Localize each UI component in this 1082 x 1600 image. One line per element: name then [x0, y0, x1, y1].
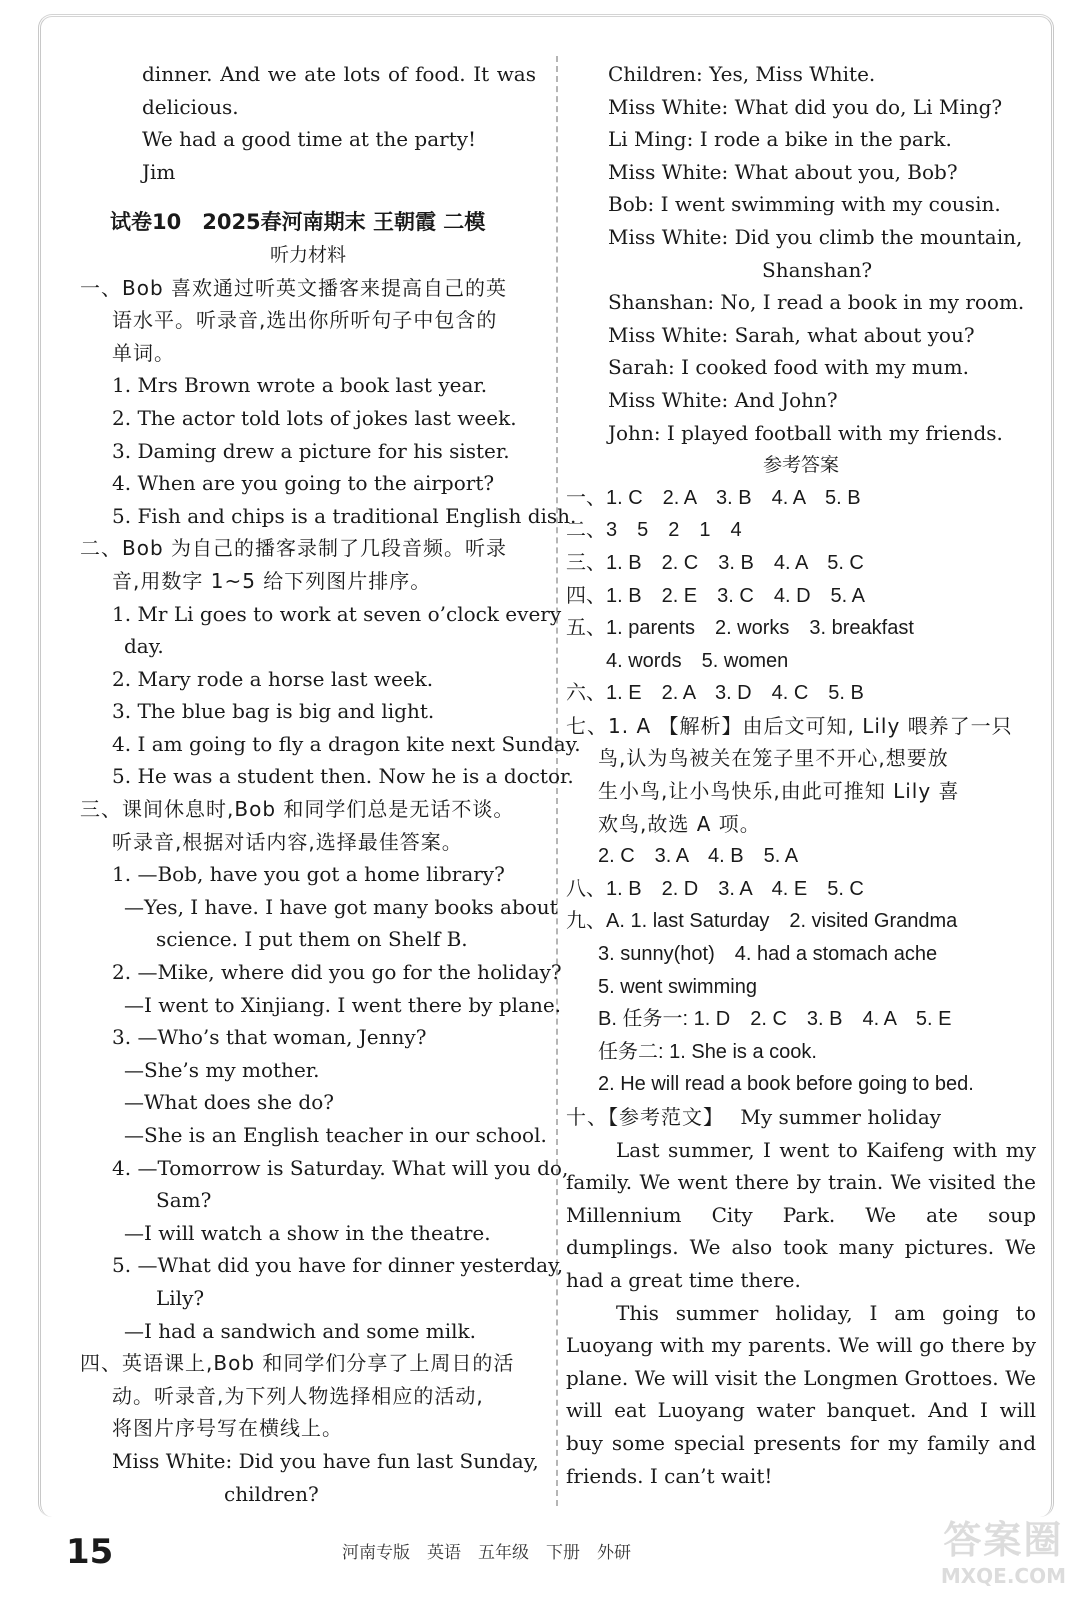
- sentence-item: 4. I am going to fly a dragon kite next Sunday.: [112, 731, 581, 756]
- answer-line: 2. He will read a book before going to bed.: [598, 1073, 974, 1096]
- left-column: [80, 58, 581, 1510]
- sentence-item: 3. Daming drew a picture for his sister.: [112, 438, 510, 463]
- sentence-item: 1. Mrs Brown wrote a book last year.: [112, 373, 488, 398]
- answer-7-explanation: 生小鸟,让小鸟快乐,由此可推知 Lily 喜: [598, 779, 960, 804]
- answer-10-header: [566, 1101, 1036, 1134]
- section-3-dialogs: [80, 858, 569, 1347]
- sentence-item: 4. When are you going to the airport?: [112, 471, 495, 496]
- dialog-line: John: I played football with my friends.: [608, 420, 1003, 445]
- answer-7-rest: 2. C 3. A 4. B 5. A: [598, 845, 799, 868]
- dialog-line: Li Ming: I rode a bike in the park.: [608, 127, 952, 152]
- answer-line: 五、1. parents 2. works 3. breakfast: [566, 617, 914, 640]
- answer-line: 5. went swimming: [598, 975, 757, 998]
- section-3-instruction: 三、课间休息时,Bob 和同学们总是无话不谈。: [80, 797, 515, 822]
- answer-line: 一、1. C 2. A 3. B 4. A 5. B: [566, 486, 861, 509]
- answer-7-explanation: 鸟,认为鸟被关在笼子里不开心,想要放: [598, 746, 949, 771]
- dialog-line: —I had a sandwich and some milk.: [124, 1318, 476, 1343]
- dialog-line: —I will watch a show in the theatre.: [124, 1220, 491, 1245]
- answer-line: 二、3 5 2 1 4: [566, 519, 742, 542]
- section-2-instruction: 音,用数字 1~5 给下列图片排序。: [112, 568, 432, 593]
- dialog-line: children?: [224, 1481, 319, 1506]
- section-4-instruction: 四、英语课上,Bob 和同学们分享了上周日的活: [80, 1351, 515, 1376]
- right-column: [566, 58, 1036, 1492]
- dialog-line: —Yes, I have. I have got many books about: [124, 894, 558, 919]
- section-4-instruction: 动。听录音,为下列人物选择相应的活动,: [112, 1383, 484, 1408]
- listening-title: 听力材料: [269, 243, 346, 266]
- answer-line: 4. words 5. women: [566, 649, 789, 672]
- dialog-line: 1. —Bob, have you got a home library?: [112, 862, 505, 887]
- sentence-item: 3. The blue bag is big and light.: [112, 699, 435, 724]
- dialog-line: Miss White: Sarah, what about you?: [608, 322, 975, 347]
- dialog-line: Shanshan: No, I read a book in my room.: [608, 290, 1025, 315]
- sentence-item: day.: [124, 634, 164, 659]
- dialog-line: 2. —Mike, where did you go for the holiday?: [112, 960, 562, 985]
- letter-signature: Jim: [142, 159, 176, 184]
- sentence-item: 2. Mary rode a horse last week.: [112, 666, 434, 691]
- test-title: 试卷10 2025春河南期末 王朝霞 二模: [110, 210, 486, 235]
- letter-line: dinner. And we ate lots of food. It was: [142, 62, 536, 86]
- answer-7-explanation: 七、1. A 【解析】由后文可知, Lily 喂养了一只: [566, 713, 1013, 738]
- answer-line: 三、1. B 2. C 3. B 4. A 5. C: [566, 551, 864, 574]
- answer-line: 六、1. E 2. A 3. D 4. C 5. B: [566, 682, 864, 705]
- section-1-instruction: 单词。: [112, 340, 175, 365]
- section-1-instruction: 一、Bob 喜欢通过听英文播客来提高自己的英: [80, 275, 508, 300]
- answer-7-explanation: 欢鸟,故选 A 项。: [598, 811, 761, 836]
- answer-line: 九、A. 1. last Saturday 2. visited Grandma: [566, 910, 958, 933]
- answer-line: B. 任务一: 1. D 2. C 3. B 4. A 5. E: [598, 1008, 952, 1031]
- dialog-line: Miss White: Did you have fun last Sunday,: [112, 1448, 539, 1473]
- dialog-line: 3. —Who’s that woman, Jenny?: [112, 1025, 427, 1050]
- sentence-item: 1. Mr Li goes to work at seven o’clock every: [112, 601, 562, 626]
- dialog-line: Bob: I went swimming with my cousin.: [608, 192, 1001, 217]
- dialog-line: Sam?: [156, 1188, 212, 1213]
- watermark-url: MXQE.COM: [940, 1564, 1066, 1588]
- dialog-line: Miss White: What about you, Bob?: [608, 159, 958, 184]
- dialog-line: 5. —What did you have for dinner yesterday,: [112, 1253, 564, 1278]
- section-2-instruction: 二、Bob 为自己的播客录制了几段音频。听录: [80, 536, 508, 561]
- essay-paragraph: Last summer, I went to Kaifeng with my family. We went there by train. We visited the Millennium City Park. We ate soup dumplings. We also took many pictures. We had a great time there.: [566, 1137, 1036, 1292]
- dialog-line: 4. —Tomorrow is Saturday. What will you do,: [112, 1155, 569, 1180]
- sentence-item: 2. The actor told lots of jokes last week.: [112, 405, 517, 430]
- dialog-line: Lily?: [156, 1285, 205, 1310]
- section-3-instruction: 听录音,根据对话内容,选择最佳答案。: [112, 829, 463, 854]
- page-number: 15: [66, 1532, 114, 1572]
- answers-title: 参考答案: [762, 454, 839, 477]
- essay-title: My summer holiday: [740, 1105, 942, 1129]
- section-4-dialog: [566, 58, 1036, 449]
- dialog-line: —What does she do?: [124, 1090, 334, 1115]
- dialog-line: Miss White: Did you climb the mountain,: [608, 224, 1023, 249]
- section-4-instruction: 将图片序号写在横线上。: [112, 1416, 343, 1441]
- dialog-line: Sarah: I cooked food with my mum.: [608, 355, 969, 380]
- letter-line: We had a good time at the party!: [142, 127, 477, 152]
- letter-line: delicious.: [142, 94, 239, 119]
- sentence-item: 5. He was a student then. Now he is a doctor.: [112, 764, 574, 789]
- dialog-line: —I went to Xinjiang. I went there by plane.: [124, 992, 562, 1017]
- dialog-line: —She is an English teacher in our school.: [124, 1123, 547, 1147]
- section-1-instruction: 语水平。听录音,选出你所听句子中包含的: [112, 308, 498, 333]
- dialog-line: science. I put them on Shelf B.: [156, 927, 468, 952]
- watermark: [941, 1509, 1066, 1588]
- answer-line: 任务二: 1. She is a cook.: [598, 1040, 817, 1063]
- answer-9: [566, 905, 1036, 1101]
- answer-8: 八、1. B 2. D 3. A 4. E 5. C: [566, 877, 864, 900]
- answer-key: [566, 482, 1036, 710]
- sentence-item: 5. Fish and chips is a traditional English dish.: [112, 503, 577, 528]
- dialog-line: —She’s my mother.: [124, 1057, 320, 1082]
- watermark-logo: 答案圈: [943, 1518, 1064, 1562]
- answer-line: 3. sunny(hot) 4. had a stomach ache: [598, 943, 938, 966]
- sample-essay-label: 十、【参考范文】: [566, 1105, 724, 1129]
- edition-footer: 河南专版 英语 五年级 下册 外研: [342, 1543, 631, 1563]
- dialog-line: Children: Yes, Miss White.: [608, 62, 876, 86]
- dialog-line: Miss White: What did you do, Li Ming?: [608, 94, 1003, 119]
- dialog-line: Shanshan?: [762, 257, 873, 282]
- dialog-line: Miss White: And John?: [608, 387, 838, 412]
- answer-line: 四、1. B 2. E 3. C 4. D 5. A: [566, 584, 865, 607]
- essay-paragraph: This summer holiday, I am going to Luoyang with my parents. We will go there by plane. We will visit the Longmen Grottoes. We will eat Luoyang water banquet. And I will buy some special presents for my family and friends. I can’t wait!: [566, 1300, 1036, 1488]
